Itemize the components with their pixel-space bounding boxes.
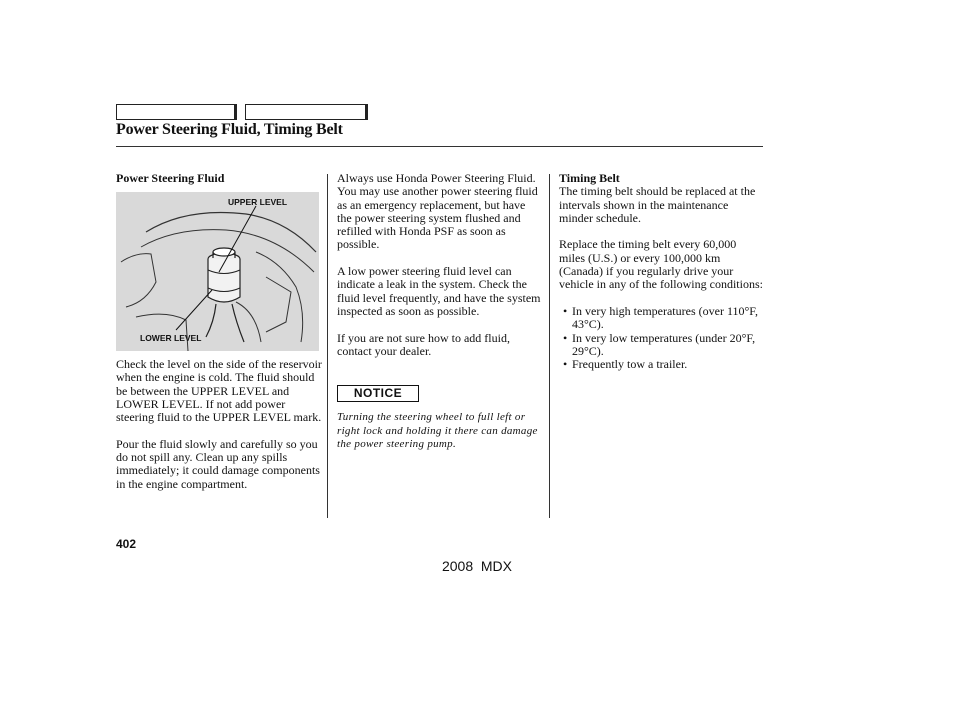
notice-badge: NOTICE — [337, 385, 419, 402]
list-item: • Frequently tow a trailer. — [563, 358, 764, 371]
upper-level-label: UPPER LEVEL — [228, 197, 288, 207]
paragraph: If you are not sure how to add fluid, contact your dealer. — [337, 330, 510, 358]
column-divider — [327, 174, 328, 518]
notice-text: Turning the steering wheel to full left or right lock and holding it there can damage the power steering pump. — [337, 411, 538, 450]
column-power-steering — [116, 172, 324, 185]
column-timing-belt — [559, 172, 764, 371]
paragraph: Replace the timing belt every 60,000 miles (U.S.) or every 100,000 km (Canada) if you regularly drive your vehicle in any of the following conditions: — [559, 237, 763, 292]
title-rule — [116, 146, 763, 147]
paragraph: Check the level on the side of the reservoir when the engine is cold. The fluid should be between the UPPER LEVEL and LOWER LEVEL. If not add power steering fluid to the UPPER LEVEL mark. — [116, 357, 322, 425]
column-divider — [549, 174, 550, 518]
list-item: • In very high temperatures (over 110°F, 43°C). — [563, 305, 764, 332]
model-label: 2008 MDX — [441, 558, 513, 574]
engine-figure — [116, 192, 319, 351]
header-tab-box — [116, 104, 237, 120]
page-number: 402 — [116, 537, 137, 551]
column-power-steering-text — [116, 358, 324, 504]
reservoir-illustration — [116, 192, 319, 351]
footer-model — [0, 558, 954, 574]
paragraph: The timing belt should be replaced at the intervals shown in the maintenance minder schedule. — [559, 184, 756, 225]
conditions-list — [559, 305, 764, 371]
list-item: • In very low temperatures (under 20°F, 29°C). — [563, 332, 764, 359]
paragraph: Always use Honda Power Steering Fluid. You may use another power steering fluid as an emergency replacement, but have the power steering system flushed and refilled with Honda PSF as soon as possible. — [337, 171, 538, 252]
header-tab-box — [245, 104, 368, 120]
lower-level-label: LOWER LEVEL — [140, 333, 202, 343]
section-heading: Timing Belt — [559, 171, 620, 185]
section-heading: Power Steering Fluid — [116, 171, 225, 185]
column-fluid-info — [337, 172, 542, 371]
page-title: Power Steering Fluid, Timing Belt — [116, 121, 343, 138]
paragraph: Pour the fluid slowly and carefully so you do not spill any. Clean up any spills immediately; it could damage components in the engine compartment. — [116, 436, 320, 491]
paragraph: A low power steering fluid level can indicate a leak in the system. Check the fluid level frequently, and have the system inspected as soon as possible. — [337, 264, 541, 318]
